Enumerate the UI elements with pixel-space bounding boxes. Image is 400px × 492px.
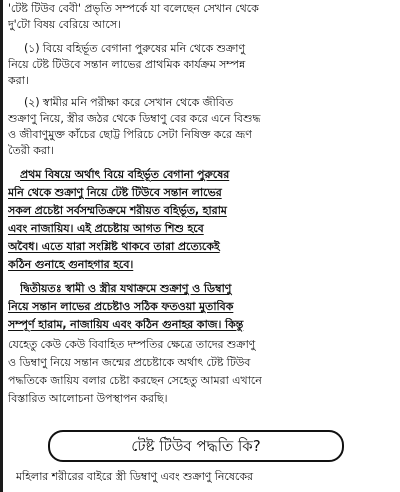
body-line-1: যেহেতু কেউ কেউ বিবাহিত দম্পতির ক্ষেত্রে তাদের শুক্রাণু — [8, 338, 256, 351]
point-2-line-2: শুক্রাণু নিয়ে, স্ত্রীর জঠর থেকে ডিম্বাণু বের করে এনে বিশুদ্ধ — [8, 112, 261, 125]
point-1-line-2: নিয়ে টেষ্ট টিউবে সন্তান লাভের প্রাথমিক কার্যক্রম সম্পন্ন — [8, 58, 246, 71]
first-topic-line-3: সকল প্রচেষ্টা সর্বসম্মতিক্রমে শরীয়ত বহির্ভূত, হারাম — [8, 204, 227, 217]
body-line-4: বিস্তারিত আলোচনা উপস্থাপন করছি। — [8, 392, 168, 405]
point-1-line-1: (১) বিয়ে বহির্ভূত বেগানা পুরুষের মনি থেকে শুক্রাণু — [24, 42, 245, 55]
footer-line: মহিলার শরীরের বাইরে স্ত্রী ডিম্বাণু এবং শুক্রাণু নিষেকের — [16, 470, 253, 483]
first-topic-line-5: অবৈধ। এতে যারা সংশ্লিষ্ট থাকবে তারা প্রত্যেকেই — [8, 240, 220, 253]
first-topic-line-1: প্রথম বিষয়ে অর্থাৎ বিয়ে বহির্ভূত বেগানা পুরুষের — [20, 168, 230, 181]
left-margin-rule — [0, 0, 3, 492]
second-topic-line-1: দ্বিতীয়তঃ স্বামী ও স্ত্রীর যথাক্রমে শুক্রাণু ও ডিম্বাণু — [20, 282, 232, 295]
first-topic-line-2: মনি থেকে শুক্রাণু নিয়ে টেষ্ট টিউবে সন্তান লাভের — [8, 186, 222, 199]
first-topic-line-4: এবং নাজায়িয। এই প্রচেষ্টায় আগত শিশু হবে — [8, 222, 204, 235]
first-topic-line-6: কঠিন গুনাহে গুনাহগার হবে। — [8, 258, 134, 271]
body-line-2: ও ডিম্বাণু নিয়ে সন্তান জন্মের প্রচেষ্টাকে অর্থাৎ টেষ্ট টিউব — [8, 356, 251, 369]
point-2-line-4: তৈরী করা। — [8, 144, 54, 157]
point-1-line-3: করা। — [8, 74, 29, 87]
point-2-line-1: (২) স্বামীর মনি পরীক্ষা করে সেখান থেকে জীবিত — [24, 96, 234, 109]
second-topic-line-2: নিয়ে সন্তান লাভের প্রচেষ্টাও সঠিক ফতওয়া মুতাবিক — [8, 300, 234, 313]
text-line-1: 'টেষ্ট টিউব বেবী' প্রভৃতি সম্পর্কে যা বলেছেন সেখান থেকে — [8, 2, 259, 15]
body-line-3: পদ্ধতিকে জায়িয বলার চেষ্টা করছেন সেহেতু আমরা এখানে — [8, 374, 262, 387]
section-heading: টেষ্ট টিউব পদ্ধতি কি? — [131, 437, 261, 455]
section-heading-box — [48, 430, 344, 462]
second-topic-line-3: সম্পূর্ণ হারাম, নাজায়িয এবং কঠিন গুনাহর কাজ। কিন্তু — [8, 318, 244, 331]
text-line-2: দু'টো বিষয় বেরিয়ে আসে। — [8, 18, 121, 31]
point-2-line-3: ও জীবাণুমুক্ত কাঁচের ছোট্ট পিরিচে সেটা নিষিক্ত করে ভ্রূণ — [8, 128, 252, 141]
